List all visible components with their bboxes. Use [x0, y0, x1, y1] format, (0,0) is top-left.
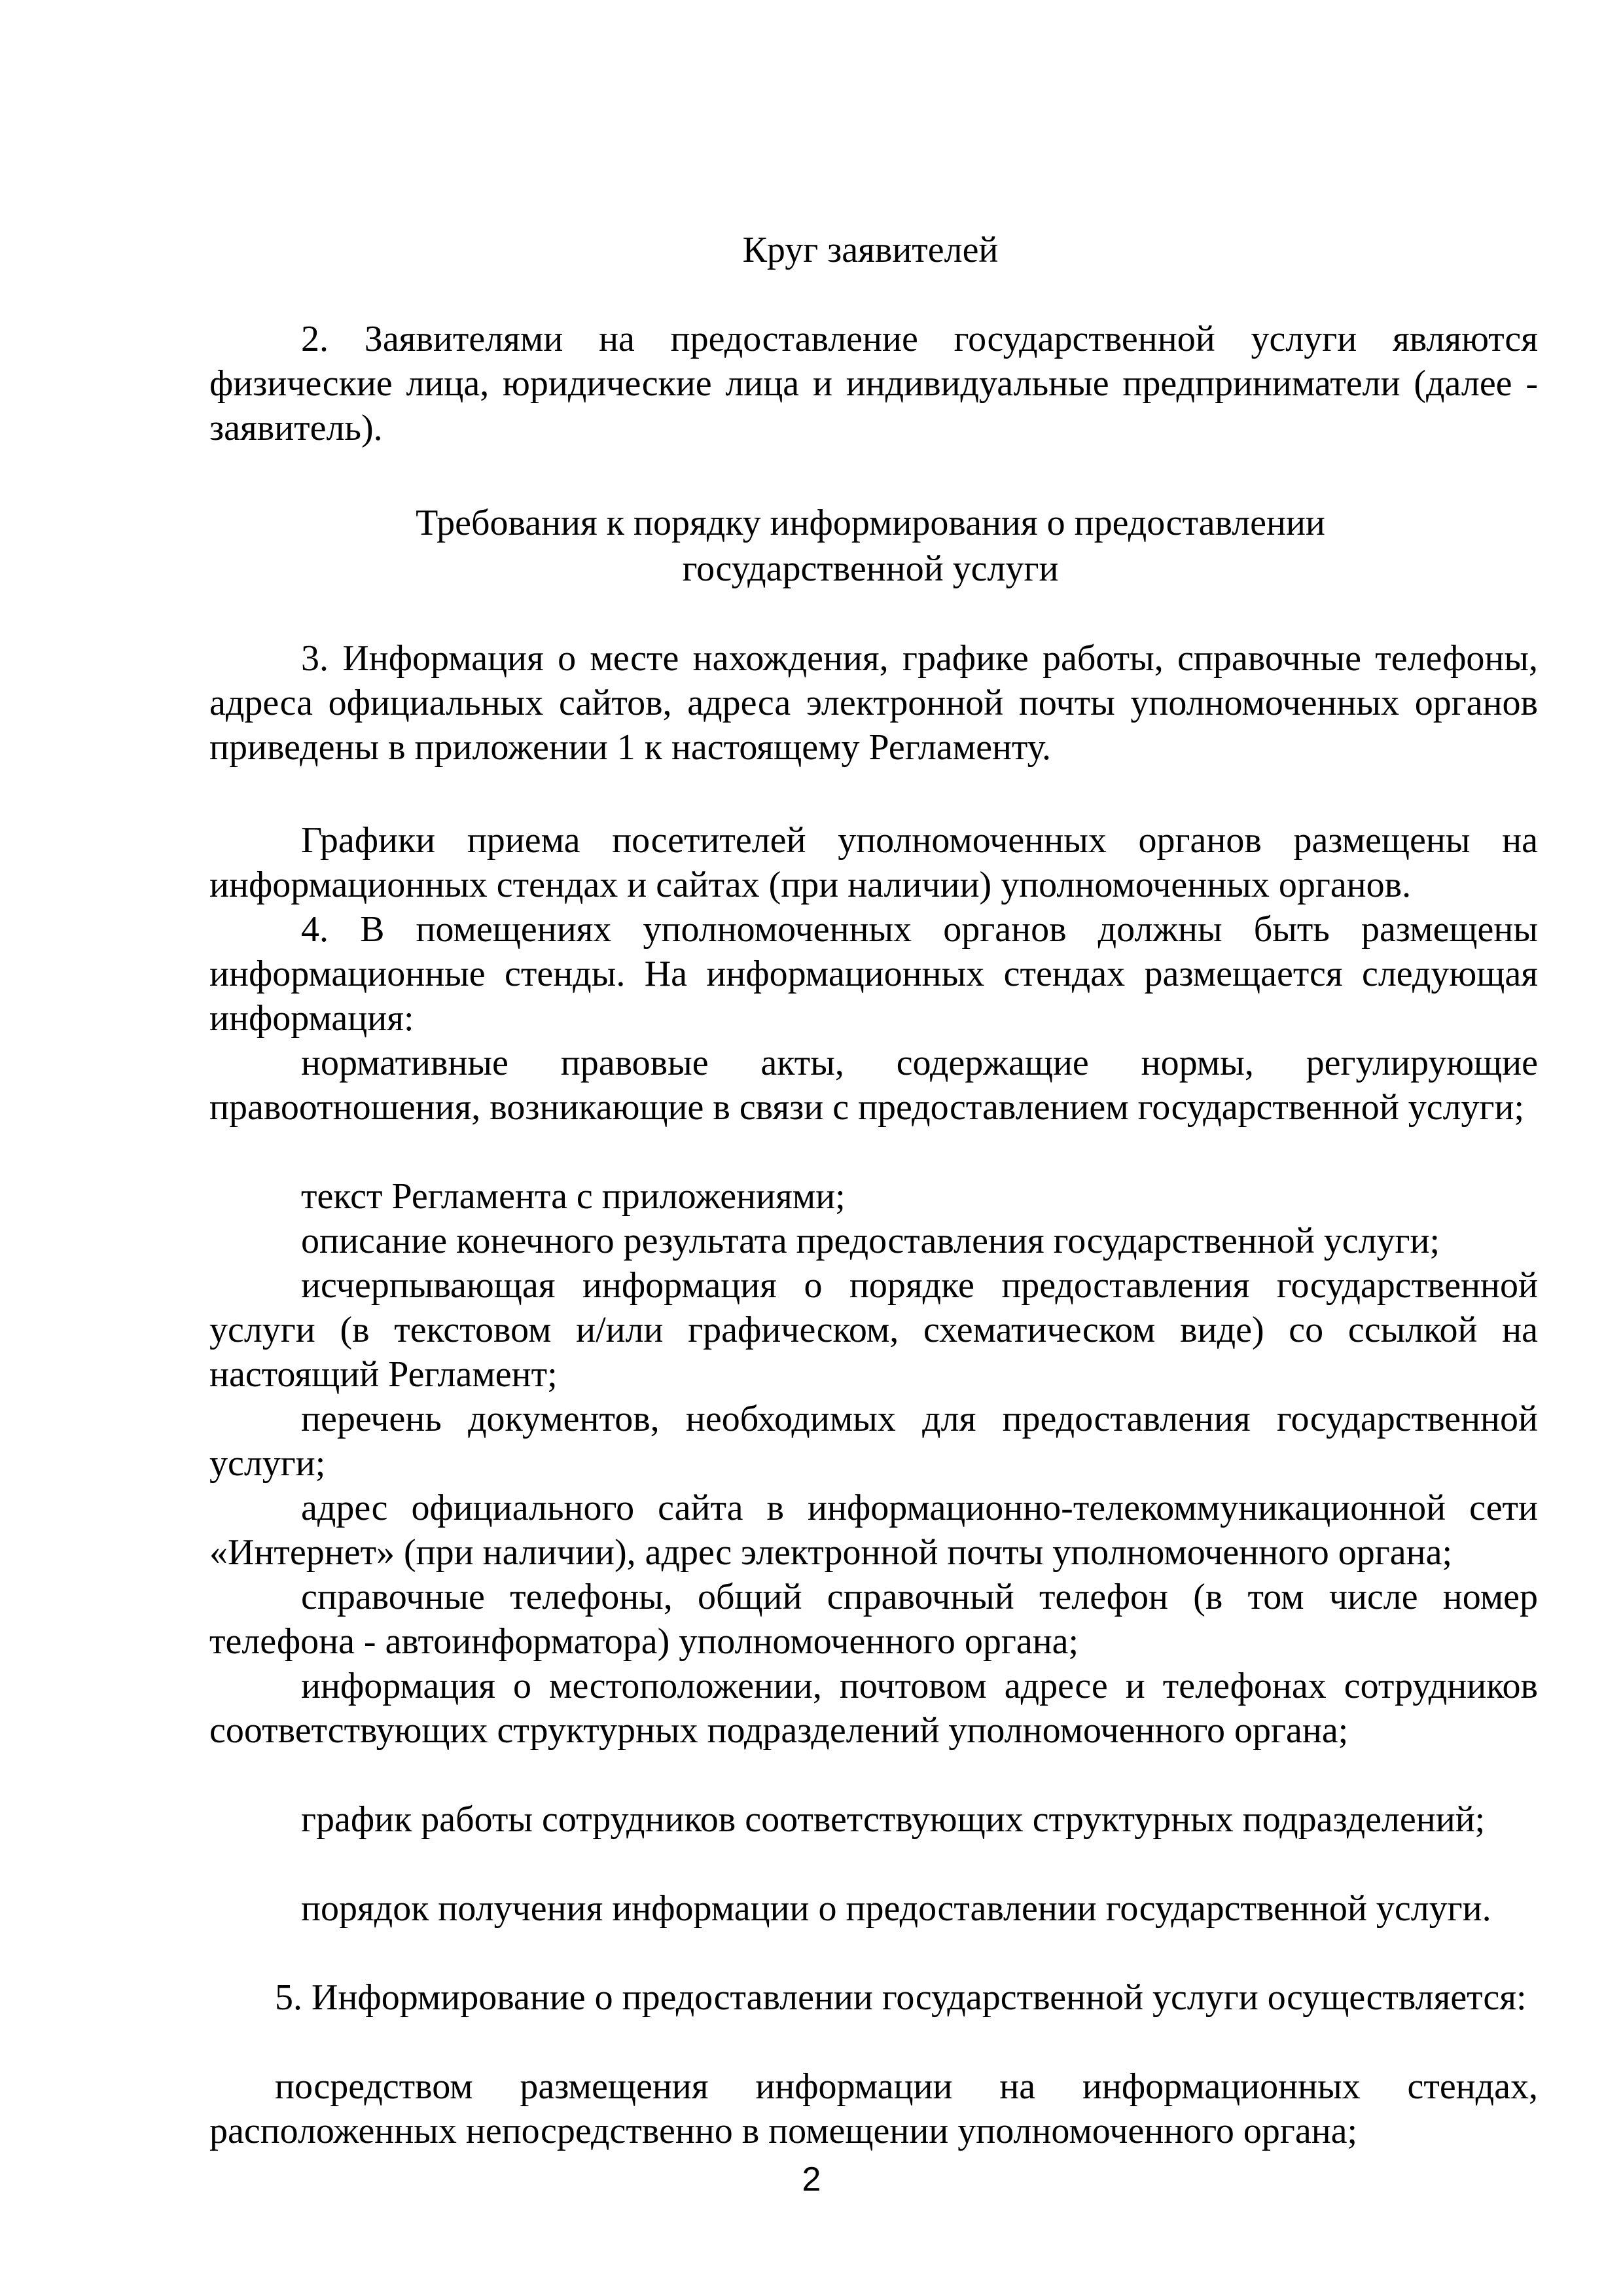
paragraph-5-stands: посредством размещения информации на информационных стендах, расположенных непосредственно в помещении уполномоченного органа; — [209, 2066, 1538, 2151]
paragraph-3: 3. Информация о месте нахождения, графике работы, справочные телефоны, адреса официальных сайтов, адреса электронной почты уполномоченных органов приведены в приложении 1 к настоящему Регламенту. — [209, 638, 1538, 768]
list-item-info-procedure: порядок получения информации о предоставлении государственной услуги. — [301, 1888, 1491, 1929]
list-item-procedure-info: исчерпывающая информация о порядке предоставления государственной услуги (в текстовом и/или графическом, схематическом виде) со ссылкой на настоящий Регламент; — [209, 1265, 1538, 1395]
list-item-result-description: описание конечного результата предоставления государственной услуги; — [301, 1221, 1440, 1261]
paragraph-3-schedules: Графики приема посетителей уполномоченных органов размещены на информационных стендах и сайтах (при наличии) уполномоченных органов. — [209, 820, 1538, 905]
list-item-work-schedule: график работы сотрудников соответствующих структурных подразделений; — [301, 1799, 1486, 1840]
section-heading-applicants: Круг заявителей — [742, 230, 999, 270]
paragraph-2: 2. Заявителями на предоставление государственной услуги являются физические лица, юридические лица и индивидуальные предприниматели (далее - заявитель). — [209, 319, 1538, 448]
page-number: 2 — [802, 2161, 821, 2198]
list-item-regulation-text: текст Регламента с приложениями; — [301, 1176, 846, 1217]
list-item-location: информация о местоположении, почтовом адресе и телефонах сотрудников соответствующих структурных подразделений уполномоченного органа; — [209, 1666, 1538, 1751]
list-item-legal-acts: нормативные правовые акты, содержащие нормы, регулирующие правоотношения, возникающие в связи с предоставлением государственной услуги; — [209, 1043, 1538, 1128]
list-item-website-address: адрес официального сайта в информационно-телекоммуникационной сети «Интернет» (при наличии), адрес электронной почты уполномоченного органа; — [209, 1488, 1538, 1573]
section-heading-information-requirements-line1: Требования к порядку информирования о предоставлении — [416, 503, 1325, 543]
list-item-phones: справочные телефоны, общий справочный телефон (в том числе номер телефона - автоинформатора) уполномоченного органа; — [209, 1577, 1538, 1662]
paragraph-5: 5. Информирование о предоставлении государственной услуги осуществляется: — [275, 1977, 1527, 2018]
section-heading-information-requirements-line2: государственной услуги — [682, 548, 1059, 589]
paragraph-4: 4. В помещениях уполномоченных органов должны быть размещены информационные стенды. На информационных стендах размещается следующая информация: — [209, 909, 1538, 1039]
list-item-documents-list: перечень документов, необходимых для предоставления государственной услуги; — [209, 1399, 1538, 1484]
